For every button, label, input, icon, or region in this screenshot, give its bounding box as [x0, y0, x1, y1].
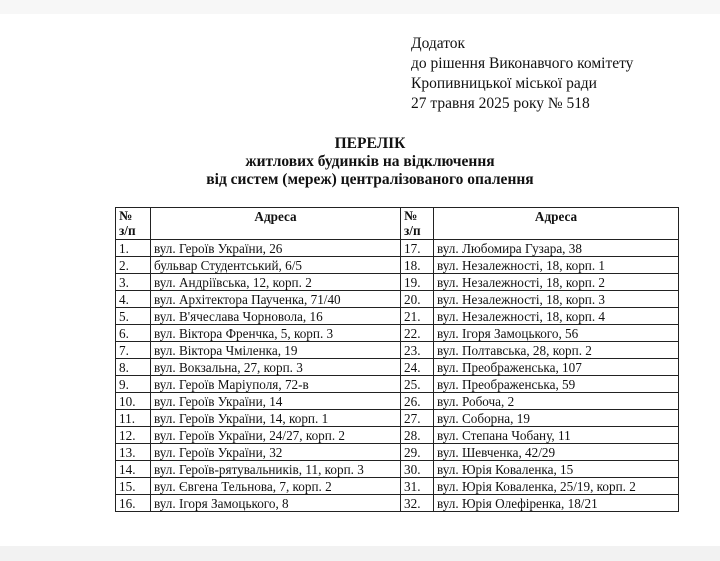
column-header-number-2-line-1: № — [404, 208, 418, 223]
row-address: бульвар Студентський, 6/5 — [151, 257, 401, 274]
row-address: вул. Героїв Маріуполя, 72-в — [151, 376, 401, 393]
row-number: 4. — [116, 291, 151, 308]
row-address: вул. Героїв-рятувальників, 11, корп. 3 — [151, 461, 401, 478]
row-number: 5. — [116, 308, 151, 325]
row-address: вул. Степана Чобану, 11 — [434, 427, 679, 444]
table-row — [116, 359, 679, 376]
table-row — [116, 393, 679, 410]
row-address: вул. Героїв України, 24/27, корп. 2 — [151, 427, 401, 444]
row-number: 14. — [116, 461, 151, 478]
row-number: 29. — [401, 444, 434, 461]
table-row — [116, 478, 679, 495]
top-margin — [0, 0, 720, 14]
table-header-row — [116, 208, 679, 240]
row-address: вул. Ігоря Замоцького, 56 — [434, 325, 679, 342]
heading-line-3: від систем (мереж) централізованого опалення — [206, 171, 534, 188]
row-number: 31. — [401, 478, 434, 495]
row-number: 19. — [401, 274, 434, 291]
row-address: вул. Архітектора Паученка, 71/40 — [151, 291, 401, 308]
row-number: 17. — [401, 240, 434, 257]
column-header-address-2: Адреса — [434, 208, 679, 240]
row-address: вул. Соборна, 19 — [434, 410, 679, 427]
buildings-table — [115, 207, 679, 512]
row-number: 24. — [401, 359, 434, 376]
row-number: 16. — [116, 495, 151, 512]
row-address: вул. Незалежності, 18, корп. 3 — [434, 291, 679, 308]
table-row — [116, 257, 679, 274]
table-row — [116, 410, 679, 427]
row-address: вул. Преображенська, 107 — [434, 359, 679, 376]
row-address: вул. Юрія Коваленка, 25/19, корп. 2 — [434, 478, 679, 495]
addendum-block — [411, 34, 633, 114]
row-address: вул. В'ячеслава Чорновола, 16 — [151, 308, 401, 325]
row-number: 27. — [401, 410, 434, 427]
table-row — [116, 376, 679, 393]
row-number: 20. — [401, 291, 434, 308]
column-header-number-2 — [401, 208, 434, 240]
row-number: 2. — [116, 257, 151, 274]
row-address: вул. Шевченка, 42/29 — [434, 444, 679, 461]
column-header-number-line-2: з/п — [119, 223, 136, 238]
row-number: 6. — [116, 325, 151, 342]
row-number: 8. — [116, 359, 151, 376]
table-row — [116, 291, 679, 308]
row-number: 18. — [401, 257, 434, 274]
row-address: вул. Незалежності, 18, корп. 4 — [434, 308, 679, 325]
column-header-number — [116, 208, 151, 240]
row-number: 21. — [401, 308, 434, 325]
table-row — [116, 427, 679, 444]
table-row — [116, 325, 679, 342]
row-number: 12. — [116, 427, 151, 444]
addendum-line-3: Кропивницької міської ради — [411, 75, 597, 92]
table-row — [116, 274, 679, 291]
row-number: 13. — [116, 444, 151, 461]
row-number: 3. — [116, 274, 151, 291]
table-row — [116, 308, 679, 325]
row-address: вул. Юрія Олефіренка, 18/21 — [434, 495, 679, 512]
row-address: вул. Незалежності, 18, корп. 2 — [434, 274, 679, 291]
addendum-line-1: Додаток — [411, 35, 466, 52]
table-row — [116, 461, 679, 478]
row-address: вул. Любомира Гузара, 38 — [434, 240, 679, 257]
table-row — [116, 444, 679, 461]
row-address: вул. Ігоря Замоцького, 8 — [151, 495, 401, 512]
addendum-line-4: 27 травня 2025 року № 518 — [411, 95, 590, 112]
document-heading — [0, 135, 720, 189]
row-address: вул. Андріївська, 12, корп. 2 — [151, 274, 401, 291]
column-header-number-line-1: № — [119, 208, 133, 223]
row-number: 22. — [401, 325, 434, 342]
addendum-line-2: до рішення Виконавчого комітету — [411, 55, 634, 72]
row-address: вул. Незалежності, 18, корп. 1 — [434, 257, 679, 274]
column-header-number-2-line-2: з/п — [404, 223, 421, 238]
row-number: 23. — [401, 342, 434, 359]
table-row — [116, 495, 679, 512]
row-number: 28. — [401, 427, 434, 444]
row-address: вул. Полтавська, 28, корп. 2 — [434, 342, 679, 359]
heading-title: ПЕРЕЛІК — [334, 135, 406, 152]
heading-line-2: житлових будинків на відключення — [245, 153, 495, 170]
row-number: 11. — [116, 410, 151, 427]
row-address: вул. Героїв України, 14, корп. 1 — [151, 410, 401, 427]
row-number: 25. — [401, 376, 434, 393]
row-number: 9. — [116, 376, 151, 393]
row-address: вул. Героїв України, 14 — [151, 393, 401, 410]
row-address: вул. Героїв України, 32 — [151, 444, 401, 461]
row-address: вул. Робоча, 2 — [434, 393, 679, 410]
row-number: 1. — [116, 240, 151, 257]
row-address: вул. Вокзальна, 27, корп. 3 — [151, 359, 401, 376]
row-address: вул. Віктора Чміленка, 19 — [151, 342, 401, 359]
row-address: вул. Віктора Френчка, 5, корп. 3 — [151, 325, 401, 342]
row-address: вул. Героїв України, 26 — [151, 240, 401, 257]
row-address: вул. Юрія Коваленка, 15 — [434, 461, 679, 478]
row-number: 10. — [116, 393, 151, 410]
row-number: 26. — [401, 393, 434, 410]
row-address: вул. Преображенська, 59 — [434, 376, 679, 393]
row-number: 7. — [116, 342, 151, 359]
table-row — [116, 342, 679, 359]
table-row — [116, 240, 679, 257]
column-header-address: Адреса — [151, 208, 401, 240]
bottom-margin — [0, 546, 720, 561]
row-number: 32. — [401, 495, 434, 512]
row-number: 15. — [116, 478, 151, 495]
row-number: 30. — [401, 461, 434, 478]
row-address: вул. Євгена Тельнова, 7, корп. 2 — [151, 478, 401, 495]
